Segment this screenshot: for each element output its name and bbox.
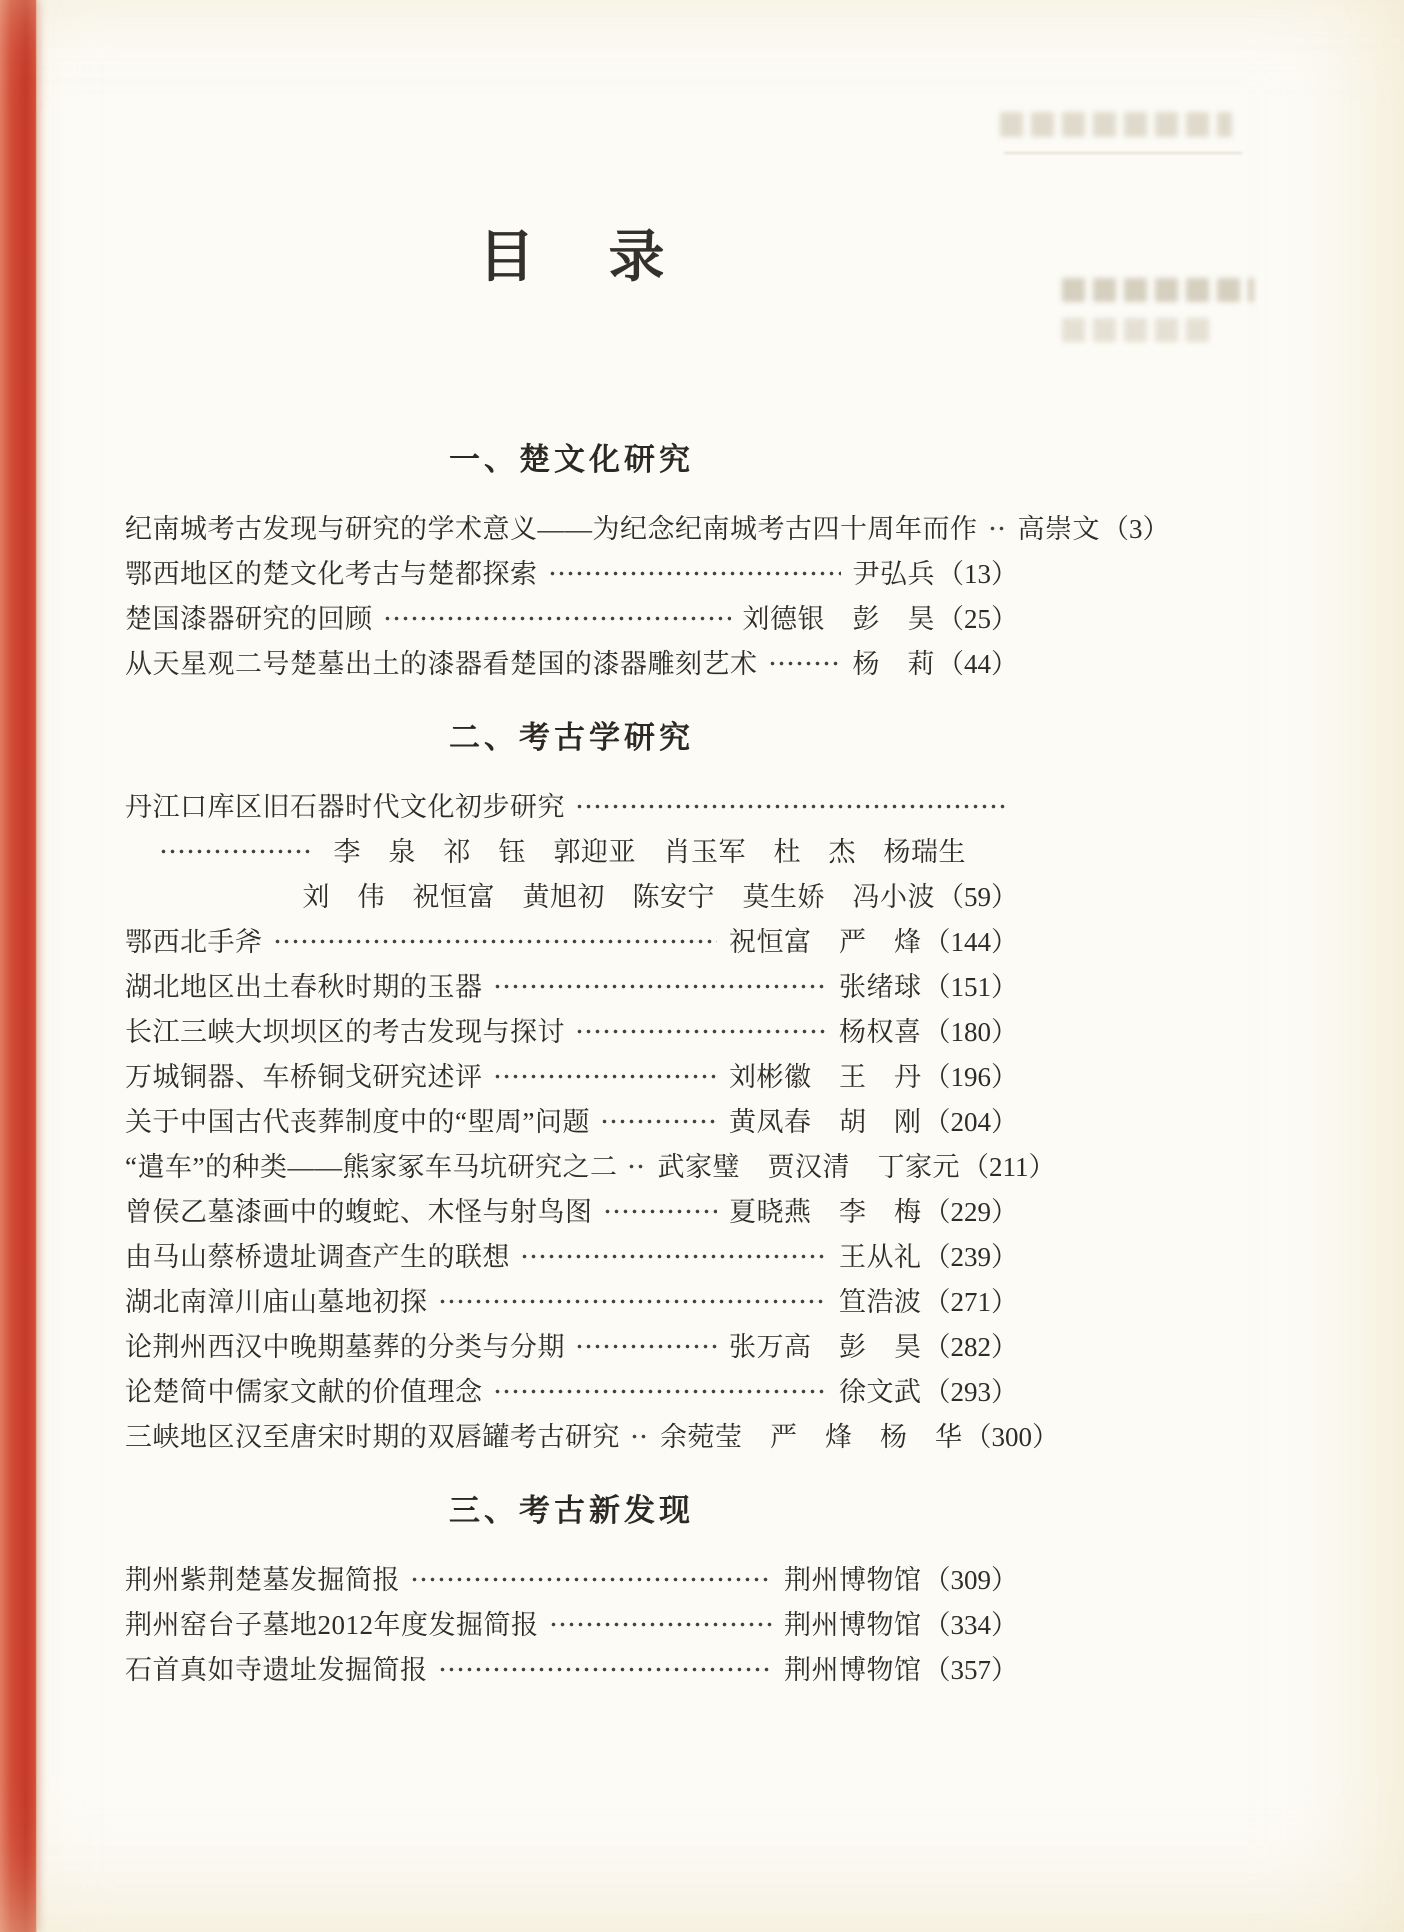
entry-authors: 荆州博物馆 — [784, 1610, 922, 1640]
table-of-contents — [125, 440, 1170, 1690]
dotted-leader — [493, 1072, 718, 1082]
entry-authors: 荆州博物馆 — [784, 1655, 922, 1685]
entry-title: 楚国漆器研究的回顾 — [125, 604, 373, 634]
toc-entry — [125, 1645, 1018, 1690]
entry-authors: 武家璧 贾汉清 丁家元 — [657, 1152, 960, 1182]
dotted-leader — [603, 1207, 718, 1217]
toc-entry — [125, 1555, 1018, 1600]
entry-page-number: （300） — [964, 1422, 1059, 1452]
toc-entry — [125, 504, 1170, 549]
entry-title: 论楚简中儒家文献的价值理念 — [125, 1377, 483, 1407]
entry-page-number: （144） — [923, 927, 1018, 957]
entry-page-number: （196） — [923, 1062, 1018, 1092]
entry-title: 湖北地区出土春秋时期的玉器 — [125, 972, 483, 1002]
entry-authors: 张万高 彭 昊 — [729, 1332, 922, 1362]
entry-page-number: （59） — [937, 882, 1018, 912]
section-heading: 二、考古学研究 — [449, 720, 694, 755]
toc-entry — [125, 917, 1018, 962]
dotted-leader — [383, 614, 731, 624]
dotted-leader — [438, 1297, 828, 1307]
entry-authors: 刘 伟 祝恒富 黄旭初 陈安宁 莫生娇 冯小波 — [302, 882, 935, 912]
dotted-leader — [575, 1027, 827, 1037]
toc-entry — [125, 1052, 1018, 1097]
page-title — [125, 228, 1018, 288]
entry-authors: 尹弘兵 — [852, 559, 935, 589]
entry-title: 鄂西北手斧 — [125, 927, 263, 957]
toc-entry — [125, 782, 1018, 827]
dotted-leader — [988, 524, 1006, 534]
toc-entry — [125, 594, 1018, 639]
entry-page-number: （180） — [923, 1017, 1018, 1047]
toc-entry — [125, 549, 1018, 594]
entry-page-number: （309） — [923, 1565, 1018, 1595]
entry-title: 曾侯乙墓漆画中的蝮蛇、木怪与射鸟图 — [125, 1197, 593, 1227]
dotted-leader — [630, 1432, 648, 1442]
toc-entry — [149, 827, 1018, 872]
toc-entry — [125, 1097, 1018, 1142]
entry-authors: 笪浩波 — [839, 1287, 922, 1317]
entry-page-number: （239） — [923, 1242, 1018, 1272]
entry-authors: 王从礼 — [839, 1242, 922, 1272]
dotted-leader — [575, 802, 1006, 812]
toc-entry — [125, 1187, 1018, 1232]
entry-page-number: （211） — [961, 1152, 1056, 1182]
entry-authors: 祝恒富 严 烽 — [729, 927, 922, 957]
entry-title: 长江三峡大坝坝区的考古发现与探讨 — [125, 1017, 565, 1047]
entry-authors: 刘彬徽 王 丹 — [729, 1062, 922, 1092]
toc-entry — [125, 1142, 1056, 1187]
entry-title: 由马山蔡桥遗址调查产生的联想 — [125, 1242, 510, 1272]
entry-title: 三峡地区汉至唐宋时期的双唇罐考古研究 — [125, 1422, 620, 1452]
entry-authors: 杨 莉 — [852, 649, 935, 679]
entry-page-number: （13） — [937, 559, 1018, 589]
toc-entry — [125, 1600, 1018, 1645]
entry-title: 荆州紫荆楚墓发掘简报 — [125, 1565, 400, 1595]
toc-entry — [125, 1367, 1018, 1412]
dotted-leader — [548, 569, 841, 579]
entry-title: 从天星观二号楚墓出土的漆器看楚国的漆器雕刻艺术 — [125, 649, 758, 679]
toc-entry — [125, 1322, 1018, 1367]
page-title-char: 目 — [478, 227, 535, 289]
entry-title: “遣车”的种类——熊家冢车马坑研究之二 — [125, 1152, 618, 1182]
entry-page-number: （293） — [923, 1377, 1018, 1407]
dotted-leader — [520, 1252, 827, 1262]
dotted-leader — [549, 1620, 773, 1630]
entry-page-number: （3） — [1102, 514, 1170, 544]
toc-entry — [125, 1007, 1018, 1052]
entry-title: 鄂西地区的楚文化考古与楚都探索 — [125, 559, 538, 589]
entry-page-number: （357） — [923, 1655, 1018, 1685]
entry-page-number: （25） — [937, 604, 1018, 634]
dotted-leader — [159, 847, 312, 857]
dotted-leader — [627, 1162, 645, 1172]
dotted-leader — [273, 937, 718, 947]
dotted-leader — [768, 659, 841, 669]
entry-page-number: （151） — [923, 972, 1018, 1002]
entry-page-number: （334） — [923, 1610, 1018, 1640]
dotted-leader — [438, 1665, 773, 1675]
toc-entry — [125, 1232, 1018, 1277]
entry-page-number: （229） — [923, 1197, 1018, 1227]
entry-authors: 杨权喜 — [839, 1017, 922, 1047]
entry-title: 荆州窑台子墓地2012年度发掘简报 — [125, 1610, 539, 1640]
entry-authors: 余菀莹 严 烽 杨 华 — [660, 1422, 963, 1452]
entry-title: 万城铜器、车桥铜戈研究述评 — [125, 1062, 483, 1092]
section-heading: 一、楚文化研究 — [449, 442, 694, 477]
entry-authors: 荆州博物馆 — [784, 1565, 922, 1595]
entry-title: 关于中国古代丧葬制度中的“堲周”问题 — [125, 1107, 590, 1137]
toc-entry — [125, 962, 1018, 1007]
entry-authors: 夏晓燕 李 梅 — [729, 1197, 922, 1227]
entry-authors: 徐文武 — [839, 1377, 922, 1407]
entry-page-number: （282） — [923, 1332, 1018, 1362]
entry-authors: 高崇文 — [1017, 514, 1100, 544]
entry-authors: 黄凤春 胡 刚 — [729, 1107, 922, 1137]
entry-page-number: （44） — [937, 649, 1018, 679]
dotted-leader — [493, 1387, 828, 1397]
entry-authors: 刘德银 彭 昊 — [742, 604, 935, 634]
toc-entry — [125, 639, 1018, 684]
section-heading: 三、考古新发现 — [449, 1493, 694, 1528]
dotted-leader — [600, 1117, 717, 1127]
dotted-leader — [575, 1342, 717, 1352]
entry-authors: 张绪球 — [839, 972, 922, 1002]
entry-page-number: （204） — [923, 1107, 1018, 1137]
entry-title: 湖北南漳川庙山墓地初探 — [125, 1287, 428, 1317]
entry-title: 纪南城考古发现与研究的学术意义——为纪念纪南城考古四十周年而作 — [125, 514, 978, 544]
entry-page-number: （271） — [923, 1287, 1018, 1317]
entry-title: 丹江口库区旧石器时代文化初步研究 — [125, 792, 565, 822]
page-title-char: 录 — [608, 227, 665, 289]
entry-authors: 李 泉 祁 钰 郭迎亚 肖玉军 杜 杰 杨瑞生 — [333, 837, 966, 867]
toc-entry — [125, 1412, 1059, 1457]
entry-title: 论荆州西汉中晚期墓葬的分类与分期 — [125, 1332, 565, 1362]
dotted-leader — [493, 982, 828, 992]
entry-title: 石首真如寺遗址发掘简报 — [125, 1655, 428, 1685]
dotted-leader — [410, 1575, 772, 1585]
toc-entry — [125, 1277, 1018, 1322]
toc-entry — [125, 872, 1018, 917]
